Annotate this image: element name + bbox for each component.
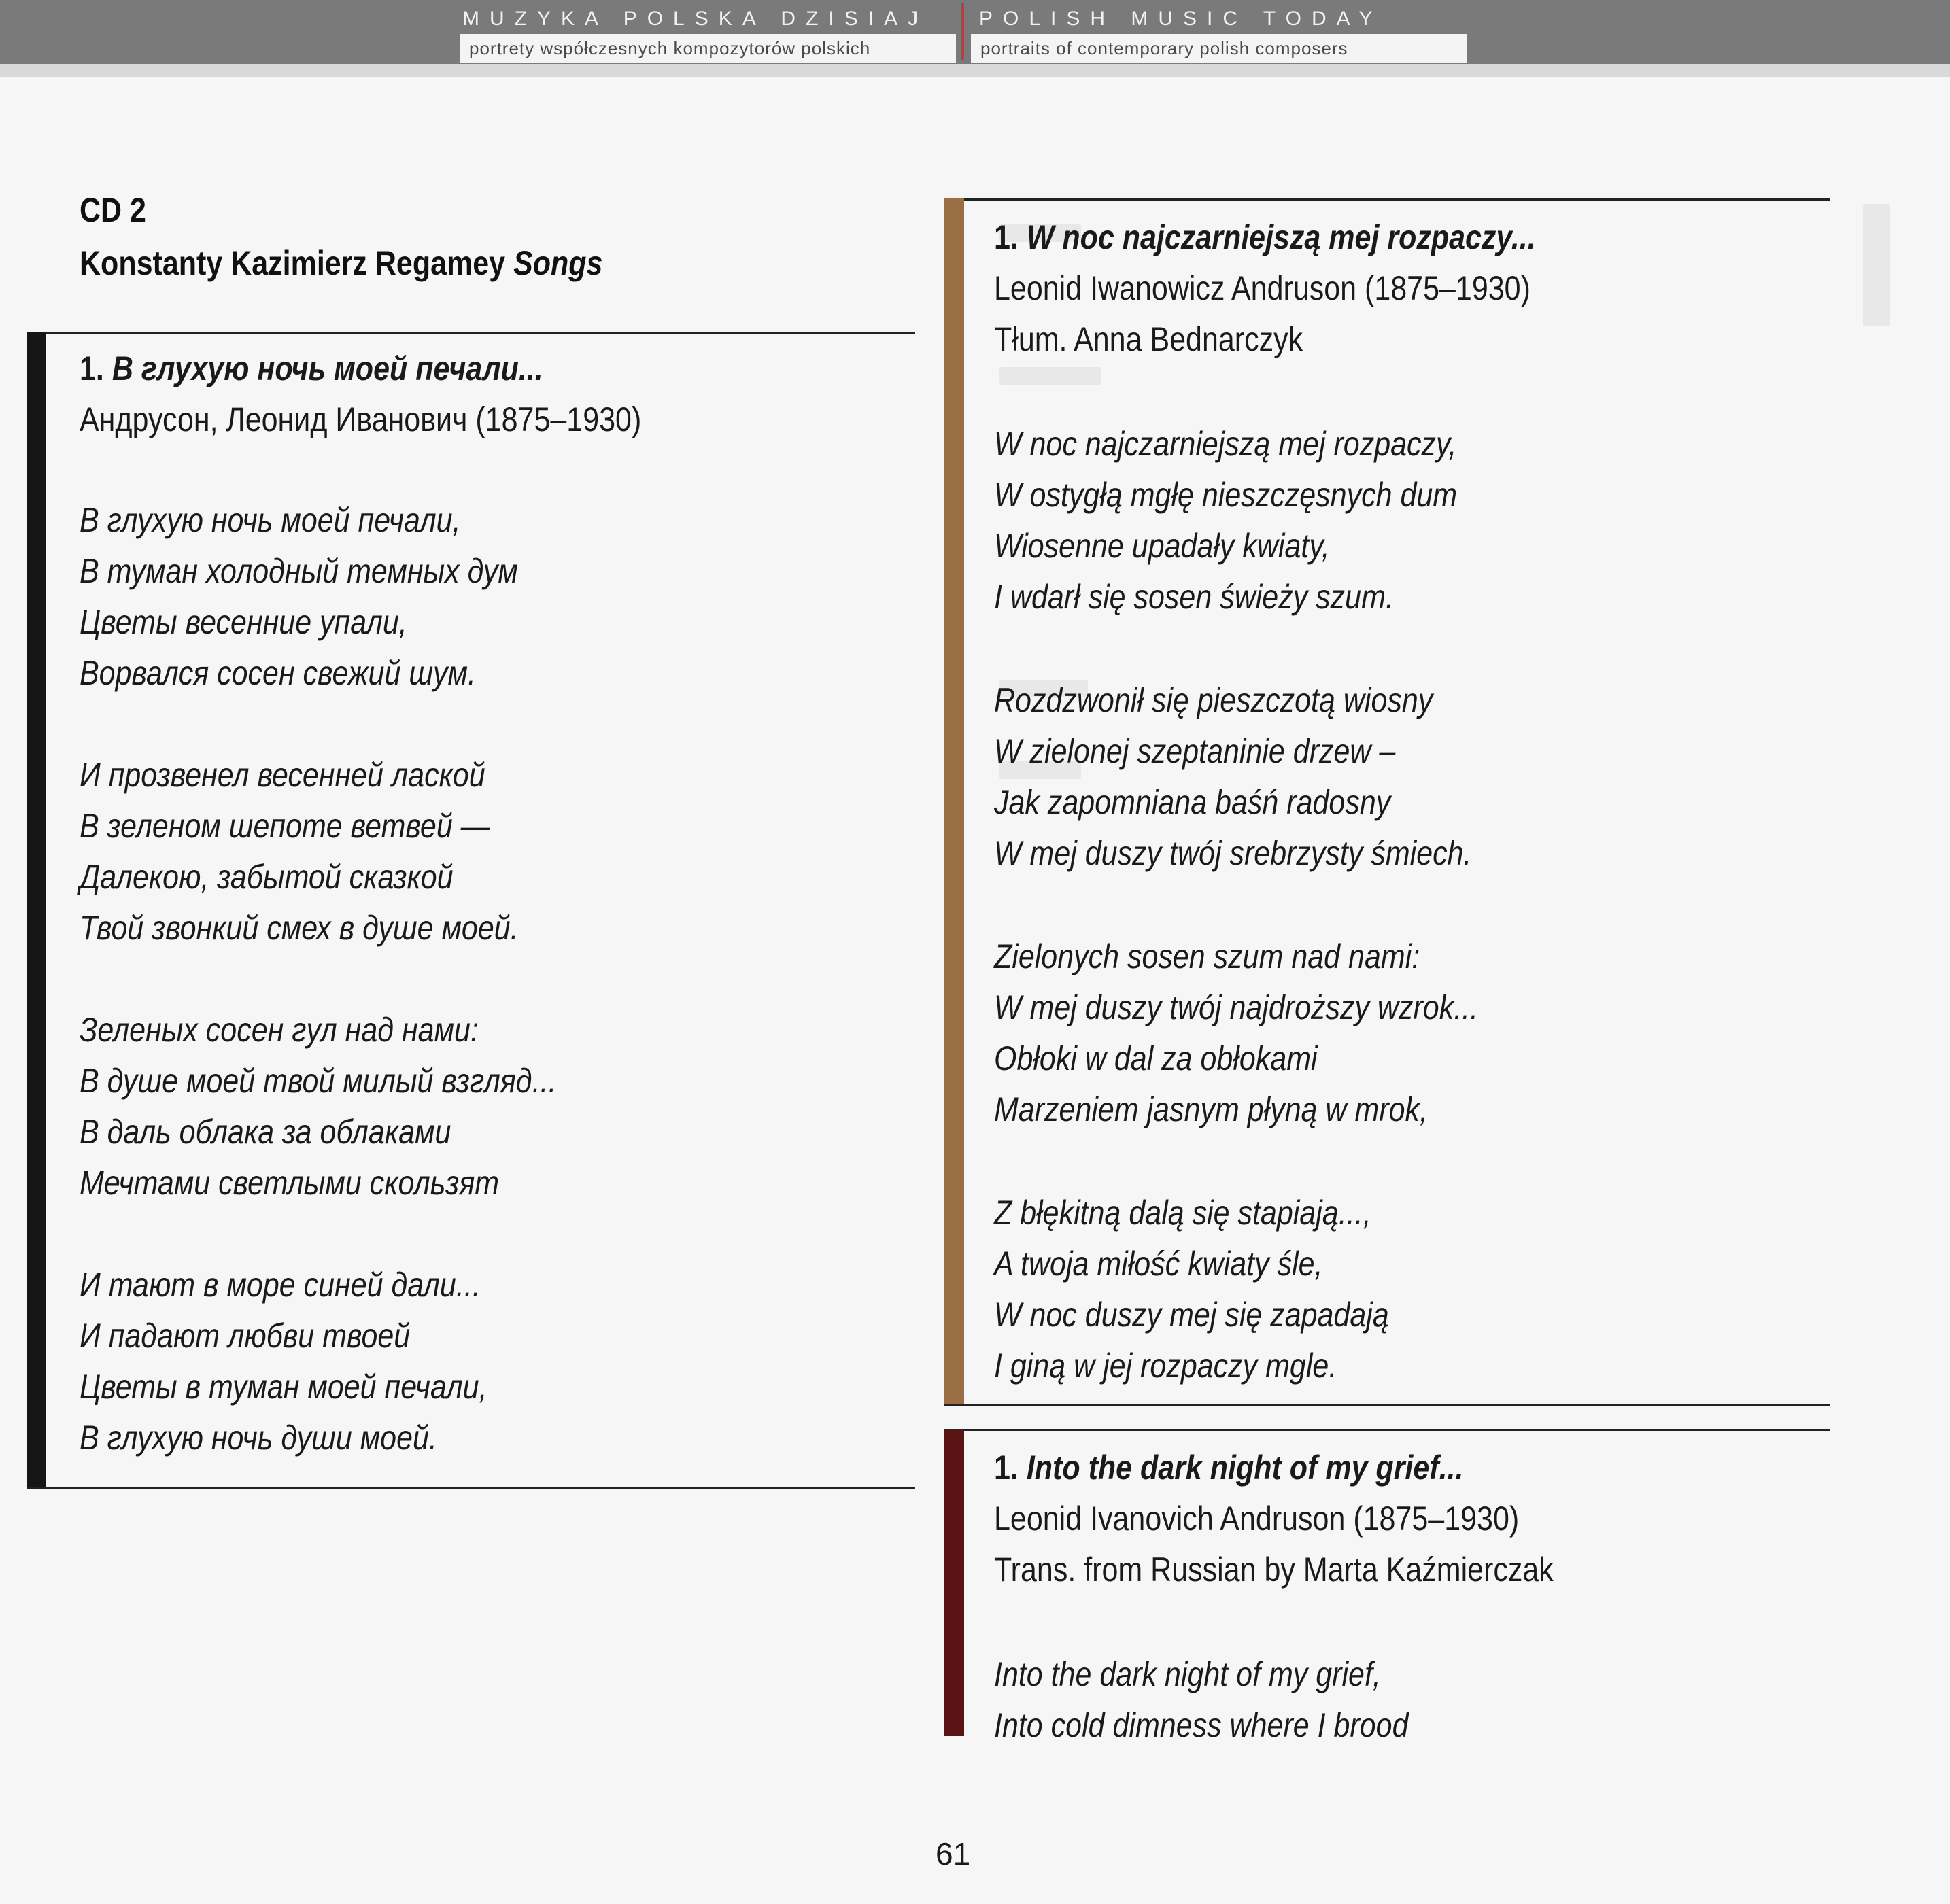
verse-line: Мечтами светлыми скользят <box>80 1164 500 1202</box>
english-side-bar <box>944 1429 964 1736</box>
english-song-number: 1. <box>994 1449 1019 1487</box>
series-subtitle-en: portraits of contemporary polish composers <box>971 34 1467 63</box>
polish-top-rule <box>944 198 1830 201</box>
verse-line: Zielonych sosen szum nad nami: <box>994 937 1420 975</box>
verse-line: Rozdzwonił się pieszczotą wiosny <box>994 681 1433 719</box>
polish-song-title <box>994 218 1536 257</box>
verse-line: В туман холодный темных дум <box>80 552 518 590</box>
cd-label: CD 2 <box>80 191 146 229</box>
verse-line: В глухую ночь души моей. <box>80 1419 437 1457</box>
banner-divider <box>961 3 964 60</box>
composer-name: Konstanty Kazimierz Regamey <box>80 244 506 282</box>
verse-line: Into the dark night of my grief, <box>994 1655 1381 1693</box>
verse-line: И падают любви твоей <box>80 1317 411 1355</box>
english-song-title <box>994 1448 1463 1487</box>
polish-stanza-1 <box>994 419 1457 623</box>
verse-line: В душе моей твой милый взгляд... <box>80 1062 557 1100</box>
verse-line: A twoja miłość kwiaty śle, <box>994 1245 1323 1283</box>
russian-top-rule <box>27 332 915 334</box>
polish-bottom-rule <box>944 1404 1830 1406</box>
verse-line: I wdarł się sosen świeży szum. <box>994 578 1394 616</box>
english-translator: Trans. from Russian by Marta Kaźmierczak <box>994 1551 1554 1589</box>
verse-line: W mej duszy twój srebrzysty śmiech. <box>994 834 1472 872</box>
russian-stanza-4 <box>80 1260 488 1464</box>
russian-stanza-2 <box>80 750 519 954</box>
russian-song-title <box>80 349 543 388</box>
composer-heading <box>80 243 602 283</box>
verse-line: Зеленых сосен гул над нами: <box>80 1011 479 1049</box>
verse-line: Далекою, забытой сказкой <box>80 858 454 896</box>
bleed-through <box>999 367 1101 385</box>
series-title-en: POLISH MUSIC TODAY <box>979 7 1383 30</box>
verse-line: Цветы весенние упали, <box>80 603 407 641</box>
polish-stanza-3 <box>994 931 1478 1135</box>
verse-line: Obłoki w dal za obłokami <box>994 1039 1318 1077</box>
page-number: 61 <box>936 1836 971 1871</box>
verse-line: Z błękitną dalą się stapiają..., <box>994 1194 1371 1232</box>
verse-line: Цветы в туман моей печали, <box>80 1368 488 1406</box>
verse-line: Into cold dimness where I brood <box>994 1706 1409 1744</box>
verse-line: I giną w jej rozpaczy mgle. <box>994 1347 1337 1385</box>
russian-song-title-text: В глухую ночь моей печали... <box>112 349 543 387</box>
polish-song-title-text: W noc najczarniejszą mej rozpaczy... <box>1026 218 1536 256</box>
polish-side-bar <box>944 198 964 1406</box>
russian-stanza-1 <box>80 495 518 699</box>
verse-line: Marzeniem jasnym płyną w mrok, <box>994 1090 1429 1128</box>
verse-line: W noc duszy mej się zapadają <box>994 1296 1389 1334</box>
russian-side-bar <box>27 332 46 1489</box>
russian-song-number: 1. <box>80 349 104 387</box>
polish-author: Leonid Iwanowicz Andruson (1875–1930) <box>994 269 1530 307</box>
verse-line: В глухую ночь моей печали, <box>80 501 461 539</box>
verse-line: И тают в море синей дали... <box>80 1266 481 1304</box>
verse-line: В зеленом шепоте ветвей — <box>80 807 490 845</box>
verse-line: Wiosenne upadały kwiaty, <box>994 527 1330 565</box>
work-title: Songs <box>513 244 603 282</box>
series-title-pl: MUZYKA POLSKA DZISIAJ <box>462 7 929 30</box>
verse-line: W noc najczarniejszą mej rozpaczy, <box>994 425 1457 463</box>
verse-line: W zielonej szeptaninie drzew – <box>994 732 1396 770</box>
polish-translator: Tłum. Anna Bednarczyk <box>994 320 1303 358</box>
english-top-rule <box>944 1429 1830 1431</box>
russian-author: Андрусон, Леонид Иванович (1875–1930) <box>80 400 642 438</box>
russian-bottom-rule <box>27 1487 915 1489</box>
verse-line: И прозвенел весенней лаской <box>80 756 485 794</box>
english-author: Leonid Ivanovich Andruson (1875–1930) <box>994 1500 1520 1538</box>
russian-stanza-3 <box>80 1005 556 1209</box>
english-song-title-text: Into the dark night of my grief... <box>1026 1449 1464 1487</box>
polish-song-number: 1. <box>994 218 1019 256</box>
polish-stanza-2 <box>994 675 1471 879</box>
verse-line: Твой звонкий смех в душе моей. <box>80 909 519 947</box>
series-subtitle-pl: portrety współczesnych kompozytorów polskich <box>460 34 956 63</box>
polish-stanza-4 <box>994 1188 1389 1391</box>
header-shadow <box>0 64 1950 77</box>
english-stanza-1 <box>994 1649 1408 1751</box>
verse-line: W mej duszy twój najdroższy wzrok... <box>994 988 1479 1026</box>
verse-line: Jak zapomniana baśń radosny <box>994 783 1391 821</box>
verse-line: В даль облака за облаками <box>80 1113 451 1151</box>
verse-line: Ворвался сосен свежий шум. <box>80 654 476 692</box>
bleed-through <box>1863 204 1890 326</box>
verse-line: W ostygłą mgłę nieszczęsnych dum <box>994 476 1458 514</box>
